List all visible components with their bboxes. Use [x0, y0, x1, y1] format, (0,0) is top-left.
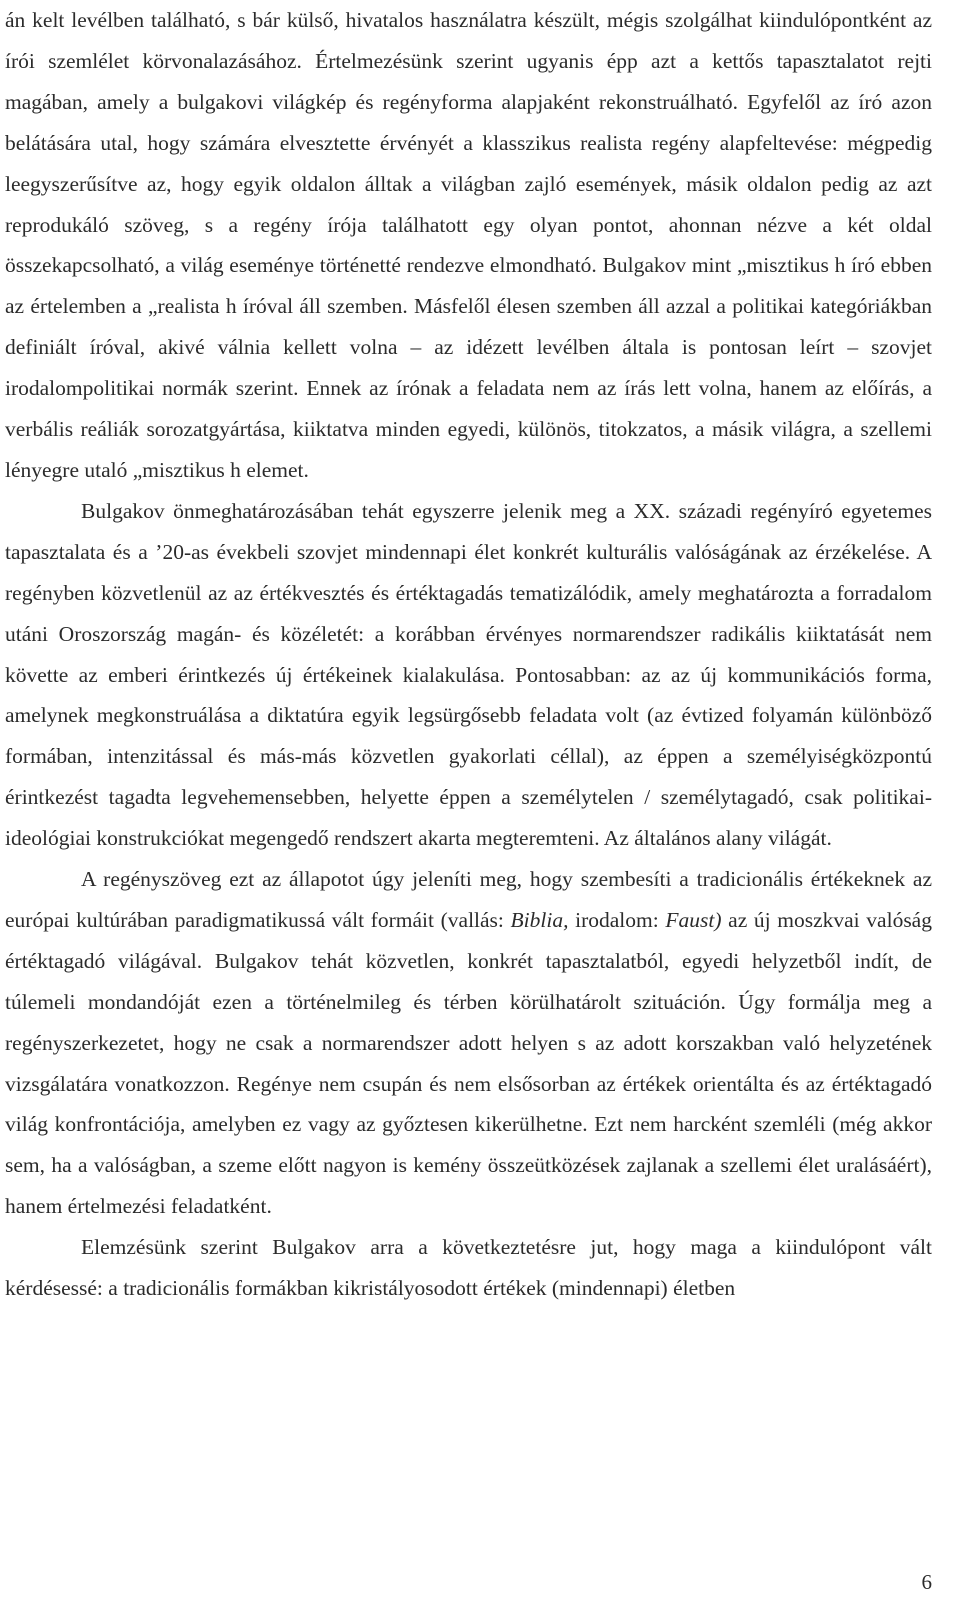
paragraph: [5, 0, 932, 491]
text-segment: Elemzésünk szerint Bulgakov arra a következtetésre jut, hogy maga a kiindulópont vált kérdésessé: a tradicionális formákban kikristályosodott értékek (mindennapi) életben: [5, 1235, 932, 1301]
paragraph: [5, 491, 932, 859]
paragraph: [5, 1227, 932, 1309]
paragraph: [5, 859, 932, 1227]
italic-title: Biblia,: [510, 907, 569, 932]
page-number: 6: [921, 1570, 932, 1594]
text-segment: A regényszöveg ezt az állapotot úgy jeleníti meg, hogy szembesíti a tradicionális értékeknek az európai kultúrában paradigmatikussá vált formáit (vallás:: [5, 867, 932, 932]
text-segment: az új moszkvai valóság értéktagadó világával. Bulgakov tehát közvetlen, konkrét tapasztalatból, egyedi helyzetből indít, de túlemeli mondandóját ezen a történelmileg és térben körülhatárolt szituáción. Úgy formálja meg a regényszerkezetet, hogy ne csak a normarendszer adott helyen s az adott korszakban való helyzetének vizsgálatára vonatkozzon. Regénye nem csupán és nem elsősorban az értékek orientálta és az értéktagadó világ konfrontációja, amelyben ez vagy az győztesen kikerülhetne. Ezt nem harcként szemléli (még akkor sem, ha a valóságban, a szeme előtt nagyon is kemény összeütközések zajlanak a szellemi élet uralásáért), hanem értelmezési feladatként.: [5, 907, 932, 1219]
italic-title: Faust): [665, 907, 722, 932]
body-text: [5, 0, 932, 1309]
text-segment: irodalom:: [568, 907, 666, 932]
text-segment: Bulgakov önmeghatározásában tehát egyszerre jelenik meg a XX. századi regényíró egyetemes tapasztalata és a ’20-as évekbeli szovjet mindennapi élet konkrét kulturális valóságának az érzékelése. A regényben közvetlenül az az értékvesztés és értéktagadás tematizálódik, amely meghatározta a forradalom utáni Oroszország magán- és közéletét: a korábban érvényes normarendszer radikális kiiktatását nem követte az emberi érintkezés új értékeinek kialakulása. Pontosabban: az az új kommunikációs forma, amelynek megkonstruálása a diktatúra egyik legsürgősebb feladata volt (az évtized folyamán különböző formában, intenzitással és más-más közvetlen gyakorlati céllal), az éppen a személyiségközpontú érintkezést tagadta legvehemensebben, helyette éppen a személytelen / személytagadó, csak politikai-ideológiai konstrukciókat megengedő rendszert akarta megteremteni. Az általános alany világát.: [5, 498, 932, 851]
text-segment: án kelt levélben található, s bár külső, hivatalos használatra készült, mégis szolgálhat kiindulópontként az írói szemlélet körvonalazásához. Értelmezésünk szerint ugyanis épp azt a kettős tapasztalatot rejti magában, amely a bulgakovi világkép és regényforma alapjaként rekonstruálható. Egyfelől az író azon belátására utal, hogy számára elvesztette érvényét a klasszikus realista regény alapfeltevése: mégpedig leegyszerűsítve az, hogy egyik oldalon álltak a világban zajló események, másik oldalon pedig az azt reprodukáló szöveg, s a regény írója találhatott egy olyan pontot, ahonnan nézve a két oldal összekapcsolható, a világ eseménye történetté rendezve elmondható. Bulgakov mint „misztikus h író ebben az értelemben a „realista h íróval áll szemben. Másfelől élesen szemben áll azzal a politikai kategóriákban definiált íróval, akivé válnia kellett volna – az idézett levélben általa is pontosan leírt – szovjet irodalompolitikai normák szerint. Ennek az írónak a feladata nem az írás lett volna, hanem az előírás, a verbális reáliák sorozatgyártása, kiiktatva minden egyedi, különös, titokzatos, a másik világra, a szellemi lényegre utaló „misztikus h elemet.: [5, 8, 932, 482]
